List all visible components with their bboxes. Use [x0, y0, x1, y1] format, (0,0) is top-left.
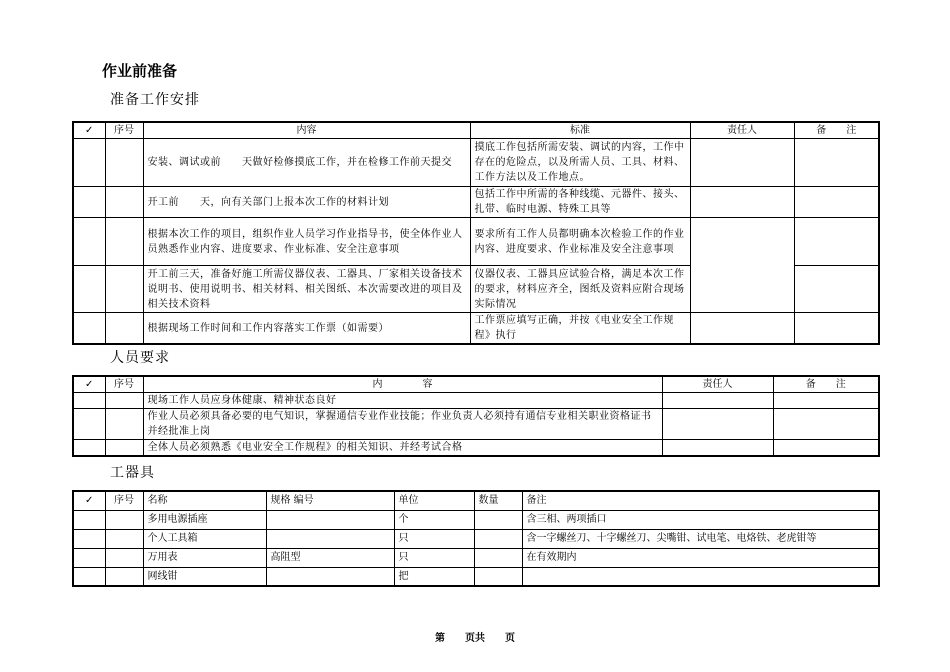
- row-standard: 包括工作中所需的各种线缆、元器件、接头、扎带、临时电源、特殊工具等: [470, 187, 690, 218]
- table-row: [73, 567, 879, 586]
- table-row: [73, 510, 879, 529]
- table-header-row: [73, 122, 879, 139]
- tool-qty: [474, 510, 522, 529]
- table-row: [73, 218, 879, 266]
- row-content: 开工前三天，准备好施工所需仪器仪表、工器具、厂家相关设备技术说明书、使用说明书、相关材料、相关图纸、本次需要改进的项目及相关技术资料: [143, 266, 470, 313]
- tool-unit: 只: [394, 529, 474, 548]
- tool-qty: [474, 529, 522, 548]
- tool-spec: 高阻型: [266, 548, 394, 567]
- remark-header: 备 注: [773, 376, 879, 393]
- section-title: 作业前准备: [102, 62, 178, 80]
- note-header: 备注: [522, 491, 879, 510]
- index-header: 序号: [105, 376, 143, 393]
- content-header: 内 容: [143, 376, 662, 393]
- table-row: [73, 440, 879, 457]
- table-row: [73, 313, 879, 345]
- table-row: [73, 529, 879, 548]
- tool-unit: 把: [394, 567, 474, 586]
- tools-table: [72, 490, 880, 587]
- table-row: [73, 548, 879, 567]
- check-header: ✓: [73, 491, 105, 510]
- table-row: [73, 139, 879, 187]
- row-standard: 仪器仪表、工器具应试验合格，满足本次工作的要求，材料应齐全，图纸及资料应附合现场实际情况: [470, 266, 690, 313]
- table-row: [73, 266, 879, 313]
- remark-header: 备 注: [794, 122, 879, 139]
- qty-header: 数量: [474, 491, 522, 510]
- table-header-row: [73, 376, 879, 393]
- spec-header: 规格 编号: [266, 491, 394, 510]
- content-header: 内容: [143, 122, 470, 139]
- tool-name: 万用表: [143, 548, 266, 567]
- row-content: 安装、调试或前 天做好检修摸底工作，并在检修工作前天提交: [143, 139, 470, 187]
- page-footer: 第 页共 页: [435, 633, 515, 644]
- table-row: [73, 393, 879, 409]
- tool-qty: [474, 548, 522, 567]
- row-standard: 工作票应填写正确，并按《电业安全工作规程》执行: [470, 313, 690, 345]
- personnel-table: [72, 375, 880, 457]
- arrangement-table: [72, 121, 880, 345]
- unit-header: 单位: [394, 491, 474, 510]
- tool-spec: [266, 529, 394, 548]
- tools-heading: 工器具: [110, 465, 155, 481]
- owner-header: 责任人: [690, 122, 794, 139]
- tool-note: 含三相、两项插口: [522, 510, 879, 529]
- index-header: 序号: [105, 122, 143, 139]
- row-content: 全体人员必须熟悉《电业安全工作规程》的相关知识、并经考试合格: [143, 440, 662, 457]
- index-header: 序号: [105, 491, 143, 510]
- row-content: 根据本次工作的项目，组织作业人员学习作业指导书，使全体作业人员熟悉作业内容、进度要求、作业标准、安全注意事项: [143, 218, 470, 266]
- row-content: 开工前 天，向有关部门上报本次工作的材料计划: [143, 187, 470, 218]
- check-header: ✓: [73, 376, 105, 393]
- tool-unit: 个: [394, 510, 474, 529]
- table-row: [73, 409, 879, 440]
- tool-spec: [266, 510, 394, 529]
- tool-name: 个人工具箱: [143, 529, 266, 548]
- table-header-row: [73, 491, 879, 510]
- row-standard: 要求所有工作人员都明确本次检验工作的作业内容、进度要求、作业标准及安全注意事项: [470, 218, 690, 266]
- row-standard: 摸底工作包括所需安装、调试的内容，工作中存在的危险点，以及所需人员、工具、材料、工作方法以及工作地点。: [470, 139, 690, 187]
- row-content: 作业人员必须具备必要的电气知识，掌握通信专业作业技能；作业负责人必须持有通信专业相关职业资格证书并经批准上岗: [143, 409, 662, 440]
- tool-spec: [266, 567, 394, 586]
- owner-header: 责任人: [662, 376, 773, 393]
- personnel-heading: 人员要求: [110, 350, 170, 366]
- tool-qty: [474, 567, 522, 586]
- tool-name: 网线钳: [143, 567, 266, 586]
- tool-unit: 只: [394, 548, 474, 567]
- standard-header: 标准: [470, 122, 690, 139]
- tool-note: 在有效期内: [522, 548, 879, 567]
- row-content: 现场工作人员应身体健康、精神状态良好: [143, 393, 662, 409]
- row-content: 根据现场工作时间和工作内容落实工作票（如需要）: [143, 313, 470, 345]
- check-header: ✓: [73, 122, 105, 139]
- tool-name: 多用电源插座: [143, 510, 266, 529]
- tool-note: [522, 567, 879, 586]
- table-row: [73, 187, 879, 218]
- name-header: 名称: [143, 491, 266, 510]
- tool-note: 含一字螺丝刀、十字螺丝刀、尖嘴钳、试电笔、电烙铁、老虎钳等: [522, 529, 879, 548]
- arrangement-heading: 准备工作安排: [110, 92, 200, 108]
